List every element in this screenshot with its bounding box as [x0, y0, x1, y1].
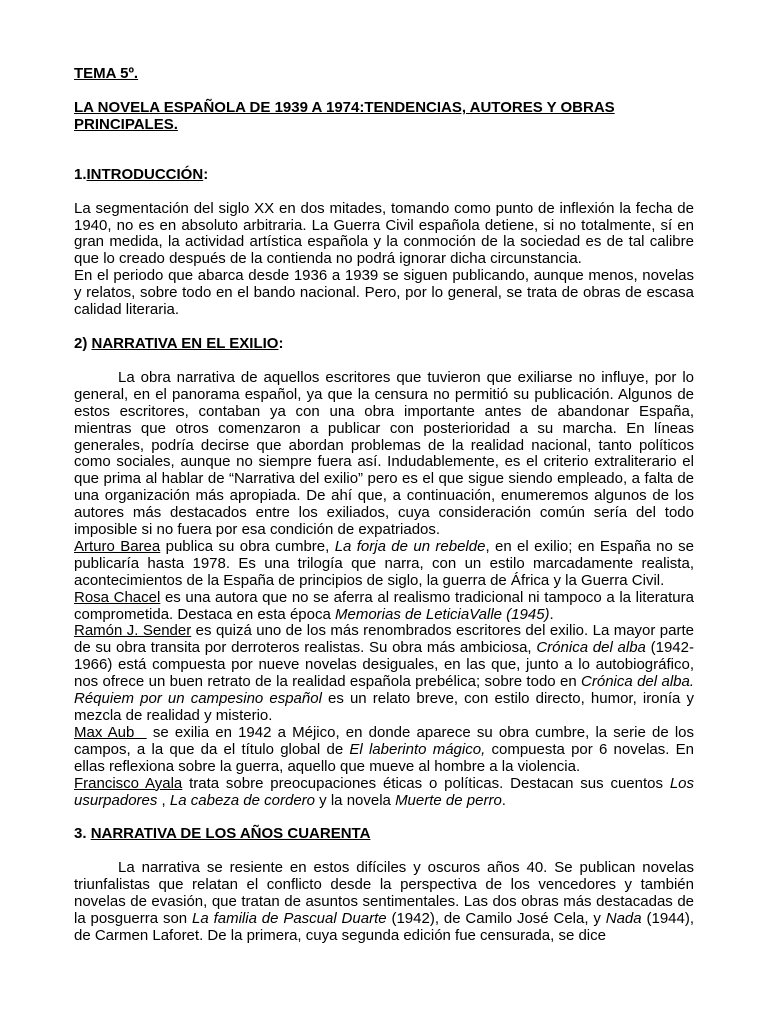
work-title: Crónica del alba. Réquiem por un campesino español: [74, 673, 695, 708]
document-title: LA NOVELA ESPAÑOLA DE 1939 A 1974:TENDENCIAS, AUTORES Y OBRAS PRINCIPALES.: [74, 98, 615, 133]
forties-paragraph: La narrativa se resiente en estos difíciles y oscuros años 40. Se publican novelas triunfalistas que relatan el conflicto desde la perspectiva de los vencedores y también novelas de evasión, que tratan de asuntos sentimentales. Las dos obras más destacadas de la posguerra son La familia de Pascual Duarte (1942), de Camilo José Cela, y Nada (1944), de Carmen Laforet. De la primera, cuya segunda edición fue censurada, se dice: [74, 859, 695, 944]
section-2-heading: 2) NARRATIVA EN EL EXILIO:: [74, 334, 284, 352]
work-title: Los usurpadores: [74, 774, 695, 809]
exile-intro-paragraph: La obra narrativa de aquellos escritores que tuvieron que exiliarse no influye, por lo general, en el panorama español, ya que la censura no permitió su publicación. Algunos de estos escritores, contaban ya con una obra importante antes de abandonar España, mientras que otros comenzaron a publicar con posterioridad a su marcha. En líneas generales, podría decirse que abordan problemas de la realidad nacional, tanto políticos como sociales, aunque no siempre fuera así. Indudablemente, es el criterio extraliterario el que prima al hablar de “Narrativa del exilio” pero es el que sigue siendo empleado, a falta de una organización más apropiada. De ahí que, a continuación, enumeremos algunos de los autores más destacados entre los exiliados, cuya consideración común sería del todo imposible si no fuera por esa condición de expatriados.: [74, 368, 694, 539]
work-title: El laberinto mágico,: [349, 740, 486, 758]
author-name: Arturo Barea: [74, 537, 161, 555]
intro-paragraph-2: En el periodo que abarca desde 1936 a 1939 se siguen publicando, aunque menos, novelas y relatos, sobre todo en el bando nacional. Pero, por lo general, se trata de obras de escasa calidad literaria.: [74, 267, 694, 319]
section-3-heading: 3. NARRATIVA DE LOS AÑOS CUARENTA: [74, 825, 371, 843]
tema-label: TEMA 5º.: [74, 65, 139, 82]
work-title: La cabeza de cordero: [169, 791, 316, 809]
work-title: Crónica del alba: [536, 639, 646, 657]
author-sender-paragraph: Ramón J. Sender es quizá uno de los más renombrados escritores del exilio. La mayor parte de su obra transita por derroteros realistas. Su obra más ambiciosa, Crónica del alba (1942- 1966) está compuesta por nueve novelas desiguales, en las que, junto a lo autobiográfico, nos ofrece un buen retrato de la realidad española prebélica; sobre todo en Crónica del alba. Réquiem por un campesino español es un relato breve, con estilo directo, humor, ironía y mezcla de realidad y misterio.: [74, 622, 695, 724]
author-chacel-paragraph: Rosa Chacel es una autora que no se aferra al realismo tradicional ni tampoco a la literatura comprometida. Destaca en esta época Memorias de LeticiaValle (1945).: [74, 588, 694, 623]
author-ayala-paragraph: Francisco Ayala trata sobre preocupaciones éticas o políticas. Destacan sus cuentos Los usurpadores , La cabeza de cordero y la novela Muerte de perro.: [74, 774, 695, 809]
author-barea-paragraph: Arturo Barea publica su obra cumbre, La forja de un rebelde, en el exilio; en España no se publicaría hasta 1978. Es una trilogía que narra, con un estilo marcadamente realista, acontecimientos de la España de principios de siglo, la guerra de África y la Guerra Civil.: [74, 537, 695, 589]
author-name: Max Aub: [74, 723, 147, 741]
author-name: Francisco Ayala: [74, 774, 183, 792]
intro-paragraph-1: La segmentación del siglo XX en dos mitades, tomando como punto de inflexión la fecha de 1940, no es en absoluto arbitraria. La Guerra Civil española detiene, si no totalmente, sí en gran medida, la actividad artística española y la conmoción de la sociedad es de tal calibre que lo creado después de la contienda no podrá ignorar dicha circunstancia.: [74, 199, 694, 268]
work-title: La forja de un rebelde: [334, 537, 486, 555]
work-title: La familia de Pascual Duarte: [192, 910, 387, 928]
work-title: Memorias de LeticiaValle (1945): [334, 605, 550, 623]
document-page: [74, 66, 694, 945]
work-title: Muerte de perro: [395, 791, 502, 809]
author-name: Ramón J. Sender: [74, 622, 192, 640]
section-1-heading: 1.INTRODUCCIÓN:: [74, 165, 209, 183]
author-aub-paragraph: Max Aub se exilia en 1942 a Méjico, en donde aparece su obra cumbre, la serie de los campos, a la que da el título global de El laberinto mágico, compuesta por 6 novelas. En ellas reflexiona sobre la guerra, aquello que mueve al hombre a la violencia.: [74, 723, 695, 775]
author-name: Rosa Chacel: [74, 588, 161, 606]
work-title: Nada: [605, 910, 642, 928]
